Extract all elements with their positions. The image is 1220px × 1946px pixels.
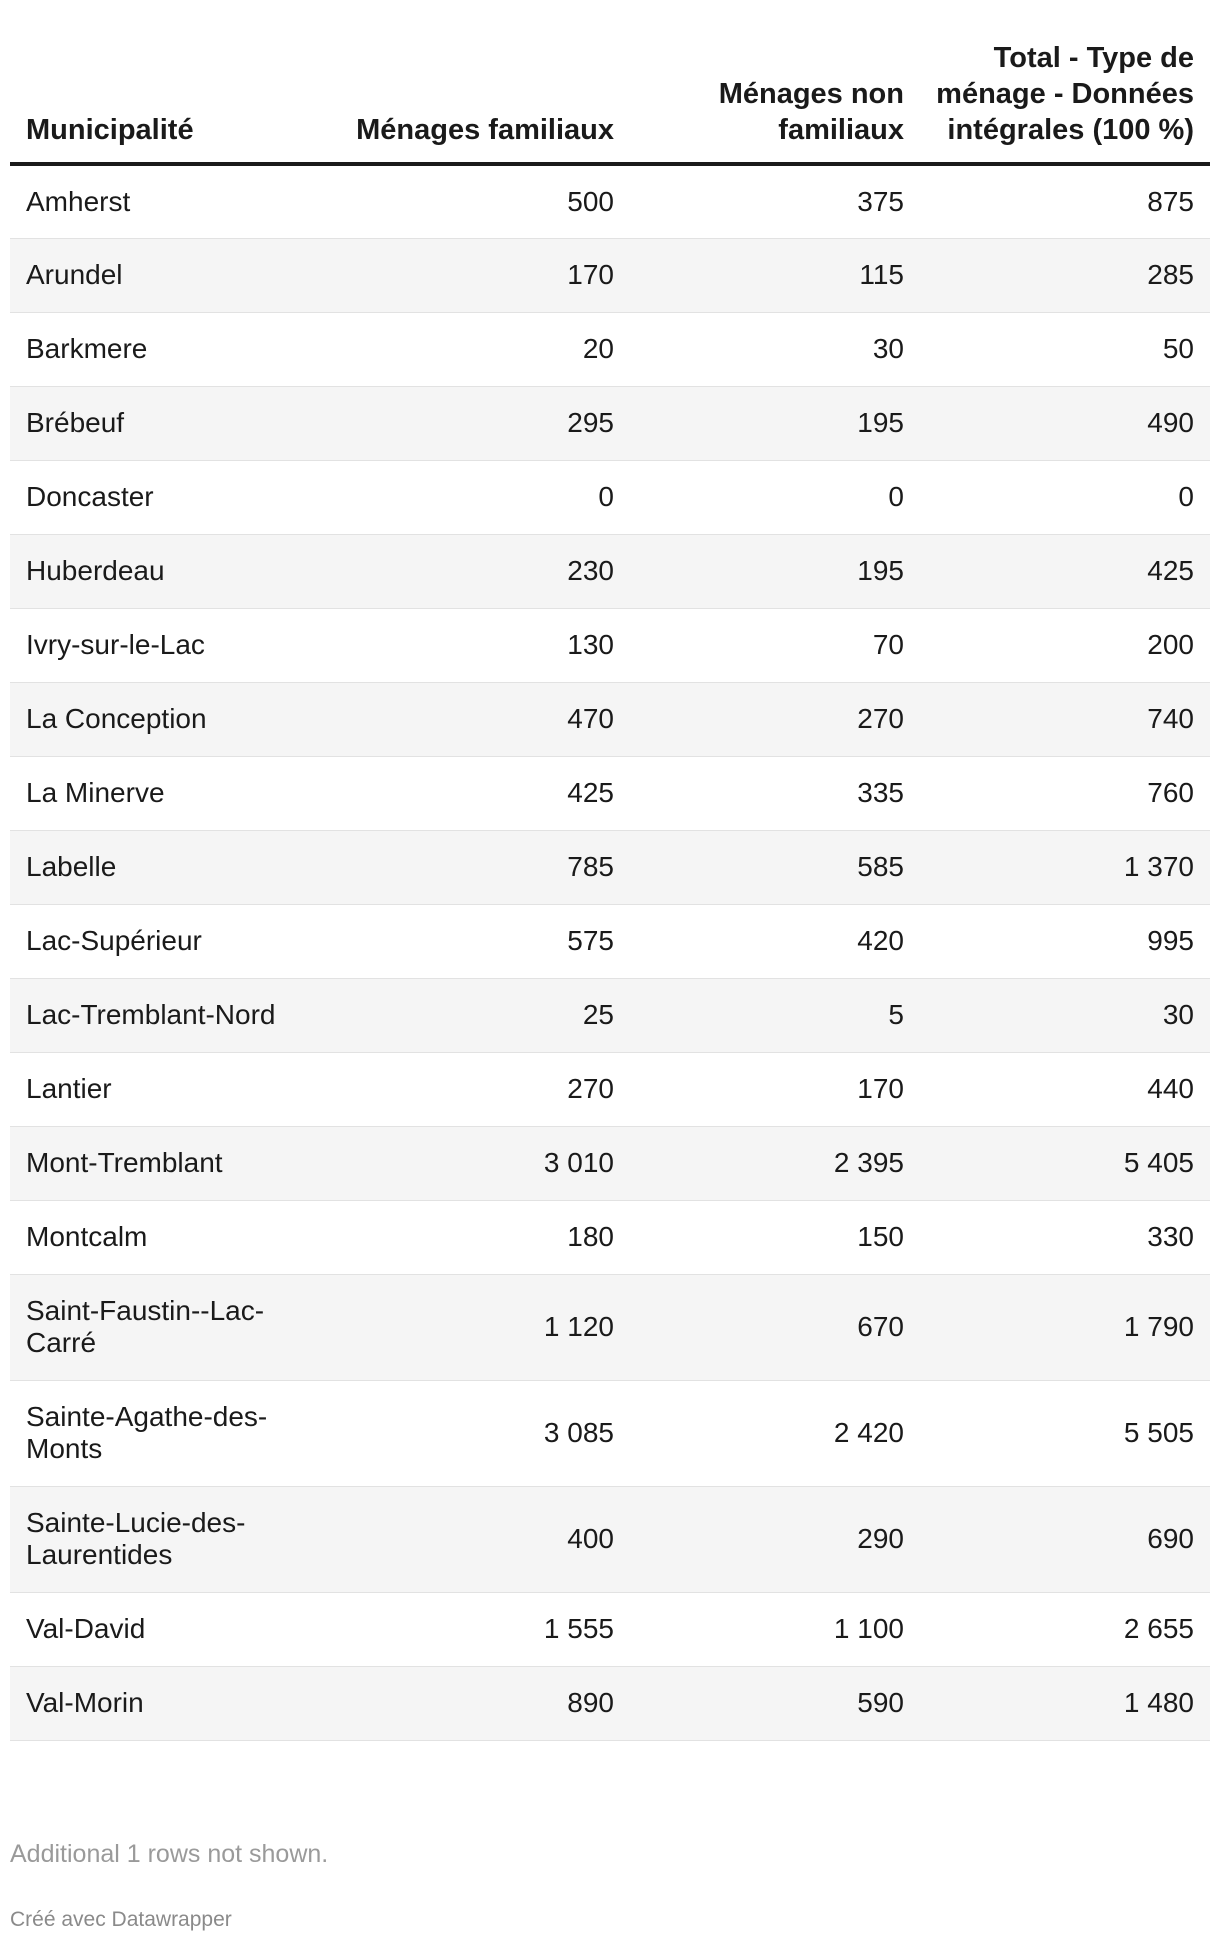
cell-municipalite: Brébeuf bbox=[10, 386, 310, 460]
table-row bbox=[10, 1052, 1210, 1126]
cell-total: 200 bbox=[920, 608, 1210, 682]
table-row bbox=[10, 1126, 1210, 1200]
cell-familiaux: 1 120 bbox=[310, 1274, 630, 1380]
cell-total: 760 bbox=[920, 756, 1210, 830]
cell-non-familiaux: 30 bbox=[630, 312, 920, 386]
cell-familiaux: 785 bbox=[310, 830, 630, 904]
table-row bbox=[10, 460, 1210, 534]
cell-non-familiaux: 195 bbox=[630, 534, 920, 608]
cell-municipalite: Barkmere bbox=[10, 312, 310, 386]
table-row bbox=[10, 1200, 1210, 1274]
cell-municipalite: Saint-Faustin--Lac-Carré bbox=[10, 1274, 310, 1380]
header-menages-familiaux[interactable]: Ménages familiaux bbox=[310, 40, 630, 164]
table-row bbox=[10, 756, 1210, 830]
cell-municipalite: Amherst bbox=[10, 164, 310, 238]
rows-hidden-note: Additional 1 rows not shown. bbox=[10, 1840, 329, 1868]
cell-non-familiaux: 590 bbox=[630, 1666, 920, 1740]
cell-municipalite: Doncaster bbox=[10, 460, 310, 534]
cell-total: 30 bbox=[920, 978, 1210, 1052]
table-row bbox=[10, 830, 1210, 904]
cell-familiaux: 20 bbox=[310, 312, 630, 386]
table-row bbox=[10, 978, 1210, 1052]
table-row bbox=[10, 904, 1210, 978]
cell-total: 1 480 bbox=[920, 1666, 1210, 1740]
table-row bbox=[10, 1592, 1210, 1666]
cell-non-familiaux: 335 bbox=[630, 756, 920, 830]
cell-familiaux: 470 bbox=[310, 682, 630, 756]
cell-total: 2 655 bbox=[920, 1592, 1210, 1666]
cell-total: 5 505 bbox=[920, 1380, 1210, 1486]
cell-total: 875 bbox=[920, 164, 1210, 238]
cell-non-familiaux: 670 bbox=[630, 1274, 920, 1380]
cell-non-familiaux: 70 bbox=[630, 608, 920, 682]
cell-non-familiaux: 375 bbox=[630, 164, 920, 238]
header-menages-non-familiaux[interactable]: Ménages non familiaux bbox=[630, 40, 920, 164]
table-container bbox=[10, 40, 1210, 1741]
cell-total: 995 bbox=[920, 904, 1210, 978]
cell-non-familiaux: 5 bbox=[630, 978, 920, 1052]
table-row bbox=[10, 682, 1210, 756]
cell-familiaux: 3 010 bbox=[310, 1126, 630, 1200]
cell-non-familiaux: 115 bbox=[630, 238, 920, 312]
cell-familiaux: 500 bbox=[310, 164, 630, 238]
cell-familiaux: 425 bbox=[310, 756, 630, 830]
cell-familiaux: 25 bbox=[310, 978, 630, 1052]
cell-non-familiaux: 1 100 bbox=[630, 1592, 920, 1666]
cell-non-familiaux: 2 395 bbox=[630, 1126, 920, 1200]
header-total[interactable]: Total - Type de ménage - Données intégrales (100 %) bbox=[920, 40, 1210, 164]
table-row bbox=[10, 1380, 1210, 1486]
cell-total: 330 bbox=[920, 1200, 1210, 1274]
cell-municipalite: Lantier bbox=[10, 1052, 310, 1126]
cell-non-familiaux: 150 bbox=[630, 1200, 920, 1274]
cell-non-familiaux: 270 bbox=[630, 682, 920, 756]
data-table bbox=[10, 40, 1210, 1741]
table-row bbox=[10, 386, 1210, 460]
table-row bbox=[10, 164, 1210, 238]
table-body bbox=[10, 164, 1210, 1740]
cell-total: 490 bbox=[920, 386, 1210, 460]
cell-non-familiaux: 585 bbox=[630, 830, 920, 904]
cell-municipalite: Sainte-Lucie-des-Laurentides bbox=[10, 1486, 310, 1592]
cell-total: 440 bbox=[920, 1052, 1210, 1126]
cell-municipalite: Ivry-sur-le-Lac bbox=[10, 608, 310, 682]
table-row bbox=[10, 1274, 1210, 1380]
cell-non-familiaux: 170 bbox=[630, 1052, 920, 1126]
cell-familiaux: 295 bbox=[310, 386, 630, 460]
table-row bbox=[10, 312, 1210, 386]
cell-municipalite: Mont-Tremblant bbox=[10, 1126, 310, 1200]
cell-total: 5 405 bbox=[920, 1126, 1210, 1200]
cell-familiaux: 130 bbox=[310, 608, 630, 682]
cell-municipalite: Arundel bbox=[10, 238, 310, 312]
table-row bbox=[10, 608, 1210, 682]
cell-total: 690 bbox=[920, 1486, 1210, 1592]
cell-familiaux: 400 bbox=[310, 1486, 630, 1592]
table-row bbox=[10, 534, 1210, 608]
cell-familiaux: 0 bbox=[310, 460, 630, 534]
cell-total: 425 bbox=[920, 534, 1210, 608]
cell-municipalite: Montcalm bbox=[10, 1200, 310, 1274]
cell-familiaux: 575 bbox=[310, 904, 630, 978]
cell-familiaux: 890 bbox=[310, 1666, 630, 1740]
cell-non-familiaux: 2 420 bbox=[630, 1380, 920, 1486]
cell-non-familiaux: 0 bbox=[630, 460, 920, 534]
table-row bbox=[10, 1666, 1210, 1740]
cell-total: 0 bbox=[920, 460, 1210, 534]
cell-non-familiaux: 420 bbox=[630, 904, 920, 978]
cell-total: 285 bbox=[920, 238, 1210, 312]
cell-familiaux: 270 bbox=[310, 1052, 630, 1126]
cell-municipalite: Lac-Tremblant-Nord bbox=[10, 978, 310, 1052]
cell-municipalite: La Minerve bbox=[10, 756, 310, 830]
datawrapper-credit[interactable]: Créé avec Datawrapper bbox=[10, 1908, 232, 1931]
cell-total: 740 bbox=[920, 682, 1210, 756]
cell-total: 1 370 bbox=[920, 830, 1210, 904]
cell-familiaux: 180 bbox=[310, 1200, 630, 1274]
table-row bbox=[10, 238, 1210, 312]
cell-municipalite: La Conception bbox=[10, 682, 310, 756]
header-municipalite[interactable]: Municipalité bbox=[10, 40, 310, 164]
cell-municipalite: Huberdeau bbox=[10, 534, 310, 608]
cell-non-familiaux: 195 bbox=[630, 386, 920, 460]
cell-municipalite: Val-Morin bbox=[10, 1666, 310, 1740]
cell-municipalite: Val-David bbox=[10, 1592, 310, 1666]
cell-municipalite: Lac-Supérieur bbox=[10, 904, 310, 978]
cell-familiaux: 170 bbox=[310, 238, 630, 312]
cell-familiaux: 230 bbox=[310, 534, 630, 608]
cell-municipalite: Sainte-Agathe-des-Monts bbox=[10, 1380, 310, 1486]
cell-municipalite: Labelle bbox=[10, 830, 310, 904]
cell-familiaux: 1 555 bbox=[310, 1592, 630, 1666]
cell-non-familiaux: 290 bbox=[630, 1486, 920, 1592]
cell-total: 1 790 bbox=[920, 1274, 1210, 1380]
cell-total: 50 bbox=[920, 312, 1210, 386]
table-header-row bbox=[10, 40, 1210, 164]
table-row bbox=[10, 1486, 1210, 1592]
cell-familiaux: 3 085 bbox=[310, 1380, 630, 1486]
